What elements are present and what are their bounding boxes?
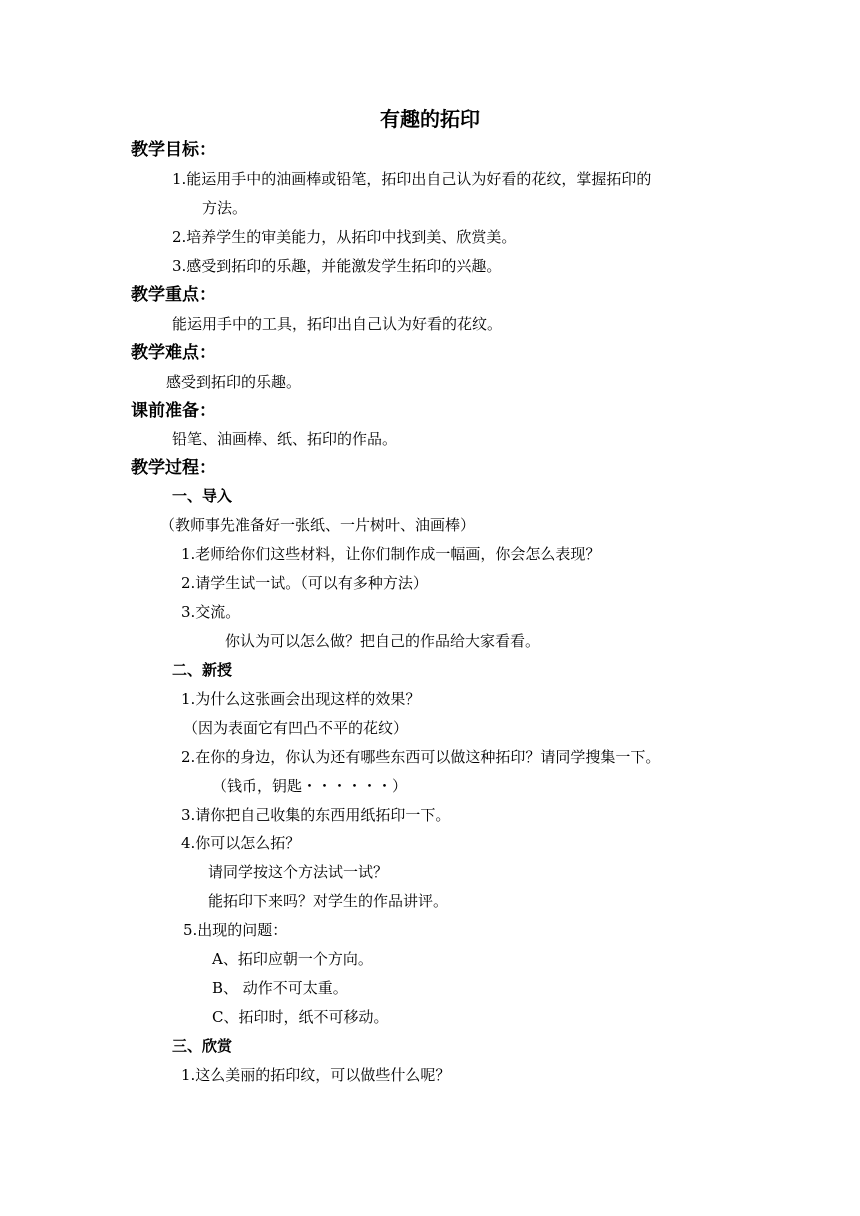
new-line-2: （因为表面它有凹凸不平的花纹） <box>183 719 409 737</box>
intro-line-4: 3.交流。 <box>181 603 241 621</box>
objective-item-1-cont: 方法。 <box>202 199 248 217</box>
difficulties-text: 感受到拓印的乐趣。 <box>166 373 302 391</box>
objective-item-1: 1.能运用手中的油画棒或铅笔，拓印出自己认为好看的花纹，掌握拓印的 <box>172 170 652 188</box>
intro-line-2: 1.老师给你们这些材料，让你们制作成一幅画，你会怎么表现？ <box>181 545 601 563</box>
objective-item-3: 3.感受到拓印的乐趣，并能激发学生拓印的兴趣。 <box>172 257 502 275</box>
new-line-7: 请同学按这个方法试一试？ <box>208 863 389 881</box>
objective-item-2: 2.培养学生的审美能力，从拓印中找到美、欣赏美。 <box>172 228 517 246</box>
intro-line-1: （教师事先准备好一张纸、一片树叶、油画棒） <box>160 516 476 534</box>
new-heading: 二、新授 <box>172 661 233 679</box>
intro-line-5: 你认为可以怎么做？把自己的作品给大家看看。 <box>225 632 541 650</box>
key-points-text: 能运用手中的工具，拓印出自己认为好看的花纹。 <box>172 315 503 333</box>
appreciate-heading: 三、欣赏 <box>172 1037 233 1055</box>
preparation-text: 铅笔、油画棒、纸、拓印的作品。 <box>172 430 398 448</box>
new-line-9: 5.出现的问题： <box>183 921 288 939</box>
new-line-8: 能拓印下来吗？对学生的作品讲评。 <box>208 892 449 910</box>
new-line-12: C、拓印时，纸不可移动。 <box>212 1008 389 1026</box>
difficulties-heading: 教学难点： <box>131 343 216 363</box>
appreciate-line-1: 1.这么美丽的拓印纹，可以做些什么呢？ <box>181 1066 451 1084</box>
document-title: 有趣的拓印 <box>380 107 480 131</box>
new-line-6: 4.你可以怎么拓？ <box>181 834 301 852</box>
intro-heading: 一、导入 <box>172 487 233 505</box>
new-line-1: 1.为什么这张画会出现这样的效果？ <box>181 690 421 708</box>
new-line-5: 3.请你把自己收集的东西用纸拓印一下。 <box>181 806 451 824</box>
key-points-heading: 教学重点： <box>131 285 216 305</box>
process-heading: 教学过程： <box>131 458 216 478</box>
new-line-3: 2.在你的身边，你认为还有哪些东西可以做这种拓印？请同学搜集一下。 <box>181 748 661 766</box>
preparation-heading: 课前准备： <box>131 401 216 421</box>
new-line-4: （钱币，钥匙・・・・・・） <box>212 777 408 795</box>
intro-line-3: 2.请学生试一试。（可以有多种方法） <box>181 574 428 592</box>
objectives-heading: 教学目标： <box>131 140 216 160</box>
new-line-10: A、拓印应朝一个方向。 <box>212 950 373 968</box>
new-line-11: B、 动作不可太重。 <box>212 979 348 997</box>
